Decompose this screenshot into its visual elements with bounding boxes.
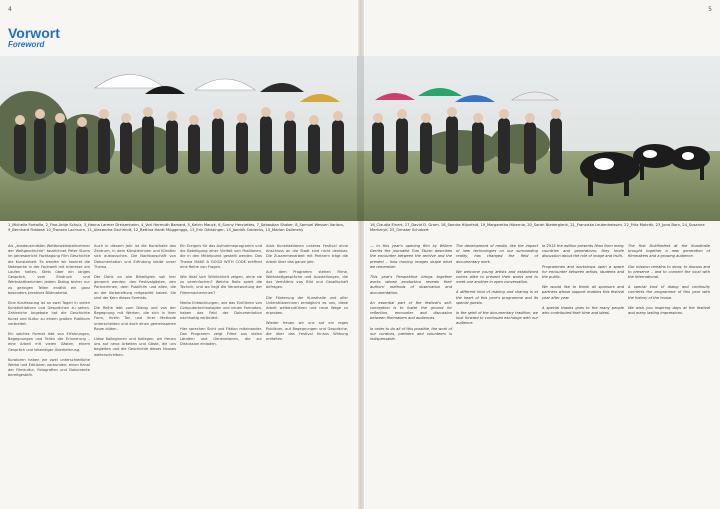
text-column-7 [542,244,624,321]
paragraph: Wieder freuen wir uns auf ein reges Publikum, auf Begegnungen und Gespräche, die über das Festival hinaus Wirkung entfalten. [266,321,348,342]
paragraph: The first Dokfilmfest at the Kunsthalle brought together a new generation of filmmakers and a growing audience. [628,244,710,259]
paragraph: Alais Kunststationen unseres Festival ohne Anschluss an die Stadt sind nicht denkbar. Die Zusammenarbeit mit Partnern trägt die Arbeit über das ganze Jahr. [266,244,348,264]
paragraph: Our mission remains to show, to discuss and to preserve – and to connect the local with the international. [628,264,710,280]
paragraph: In 2015 the edition presents films from many countries and generations; they invite discussion about the role of image and truth. [542,244,624,259]
paragraph: The development of media, like the impact of new technologies on our surrounding reality, has changed the field of documentary work. [456,244,538,264]
paragraph: We welcome young artists and established voices alike to present their works and to meet one another in open conversation. [456,269,538,285]
paragraph: Kuratoren haben wir zwei unterschiedliche Werke und Editionen verbunden; einen Kanal der Filmkultur, Fotografien und Dokumente bereitgestellt. [8,357,90,378]
group-photo-illustration [0,56,720,221]
paragraph: Ein solches Format lebt von Erfahrungen, Begegnungen und Teilen der Erinnerung – eine Arbeit mit vielen Gästen, einem Gespräch und lebendiger Überlieferung. [8,332,90,352]
paragraph: Auch in diesem Jahr ist die Kunsthalle das Zentrum, in dem Künstlerinnen und Künstler sich austauschen. Die Nachbarschaft von Dokumentation und Erfindung bleibt unser Thema. [94,244,176,269]
paragraph: Eine Kurzfassung ist an zwei Tagen in vielen Kunstinitiativen und Gesprächen zu sehen. Zahlreiche Angebote hat die Geschichte Kunst und Kultur zu einem großen Publikum verbreitet. [8,301,90,326]
paragraph: In the spirit of the documentary tradition, we look forward to continued exchange with our audience. [456,311,538,326]
paragraph: A different kind of making and sharing is at the heart of this year's programme and its special guests. [456,290,538,305]
page-number-left: 4 [8,6,12,13]
text-column-2 [94,244,176,363]
paragraph: Liebe Kolleginnen und Kollegen, wir freuen uns auf neue Arbeiten und Gäste, die uns begleiten und die Geschichte dieses Hauses weiterschreiben. [94,337,176,357]
paragraph: Als „ausdauerndsten Wettbewerbsteilnehmer der Weltgeschichte“ bezeichnet Peter Sturm im Jahresbericht Fachtagung Film Geschichte die Kunstarbeit. Es werden wir konkret die Netzwerke in der Fachwelt mit Interesse am Laufen halten. Stets über ein langes Gespräch, vom Eindruck und Werkstattberichten jedem Dialog bisher nur zu geringen Teilen erzählt ein ganz besonders kreatives Bildmaterial. [8,244,90,295]
text-column-6 [456,244,538,332]
group-photo [0,56,720,221]
paragraph: Der Dank an alle Beteiligten soll hier genannt werden: den Festivalgästen, den Partnerinnen, dem Publikum und allen, die an der Vorbereitung mitgewirkt haben. Sie sind der Kern dieses Formats. [94,275,176,300]
paragraph: Die Reihe lebt vom Dialog und von der Begegnung mit Werken, die sich in ihrer Form, ihrem Ton und ihrer Methode unterscheiden und doch einen gemeinsamen Raum bilden. [94,306,176,331]
paragraph: Wie lässt sich Wirklichkeit zeigen, ohne sie zu vereinfachen? Welche Rolle spielt die Technik, und wo liegt die Verantwortung der Filmemacherinnen? [180,275,262,295]
photo-caption-left: 1_Michelle Fortaillo, 2_Fine-Antje Schulz, 3_Hanna Larmer Dreisenheim, 4_Vorl Hermuth Bamard, 5_Katrin Mauck, 6_Sunny Henriettes, 7_Sebastian Shaker, 8_Samuel Wessen Variacs, 9_Bernhard Fiddwsk 10_Transen Lachsurn, 11_Alexandra Gschmidt, 12_Bettina Hardt Müggenggs, 13_Eric Görtzinger, 14_Jondrik Cobiecks, 15_Marion Dollmeny [8,223,345,232]
text-column-3 [180,244,262,352]
paragraph: Auf dem Programm stehen Filme, Werkstattgespräche und Ausstellungen, die das Verhältnis von Bild und Gesellschaft befragen. [266,269,348,290]
paragraph: This year's Perspektive brings together works whose production reveals their authors' methods of observation and documentation. [370,275,452,295]
page-subtitle: Foreword [8,40,45,49]
paragraph: A special kind of dialog and continuity connects the programme of this year with the history of the house. [628,285,710,300]
paragraph: Ein Ereignis für das Aufnahmeprogramm und die Beteiligung einer Vielfalt von Positionen, die in den Mittelpunkt gestellt werden. Das Thema MAKE A GOOD WITH CODE eröffnet eine Reihe von Fragen. [180,244,262,269]
paragraph: We would like to thank all sponsors and partners whose support enables this festival year after year. [542,285,624,300]
page-title: Vorwort [8,25,60,41]
page-number-right: 5 [708,6,712,13]
photo-caption-right: 16_Claudia Einert, 17_David D. Gram, 18_Sandra Hilpnfeld, 19_Margaretha Hibernia, 20_Sarah Niederglenk, 21_Franziska Leutenheissen, 22_Fritz Mohrdk, 23_Jona Barn, 24_Susanne Merkzcyk, 25_Gimster Schubert [370,223,705,232]
paragraph: A special thanks goes to the many people who contributed their time and ideas. [542,305,624,316]
text-column-4 [266,244,348,347]
paragraph: Media Entwicklungen, wie das Einführen von Computertechnologien und neuen Formaten, haben das Feld der Dokumentation nachhaltig verändert. [180,300,262,321]
text-column-5 [370,244,452,347]
paragraph: In order to do all of this possible, the work of our curators, partners and volunteers is indispensable. [370,326,452,342]
paragraph: — In this year's opening film by Willem Gerrits the journalist Tom Sturm describes the encounter between the archive and the present – how moving images shape what we remember. [370,244,452,269]
text-column-8 [628,244,710,321]
paragraph: Hier sprechen Sicht und Fiktion miteinander. Das Programm zeigt Filme aus vielen Ländern und Generationen, die zur Diskussion einladen. [180,326,262,347]
text-column-1 [8,244,90,384]
paragraph: We wish you inspiring days at the festival and many lasting impressions. [628,305,710,316]
paragraph: Programmes and workshops open a space for encounter between artists, students and the public. [542,264,624,280]
paragraph: An essential part of the festival's self-conception is to foster the ground for reflection, encounter and discussion between filmmakers and audiences. [370,300,452,321]
paragraph: Die Förderung der Kunsthalle und aller Unterstützerinnen ermöglicht es uns, diese Arbeit weiterzuführen und neue Wege zu erproben. [266,295,348,316]
